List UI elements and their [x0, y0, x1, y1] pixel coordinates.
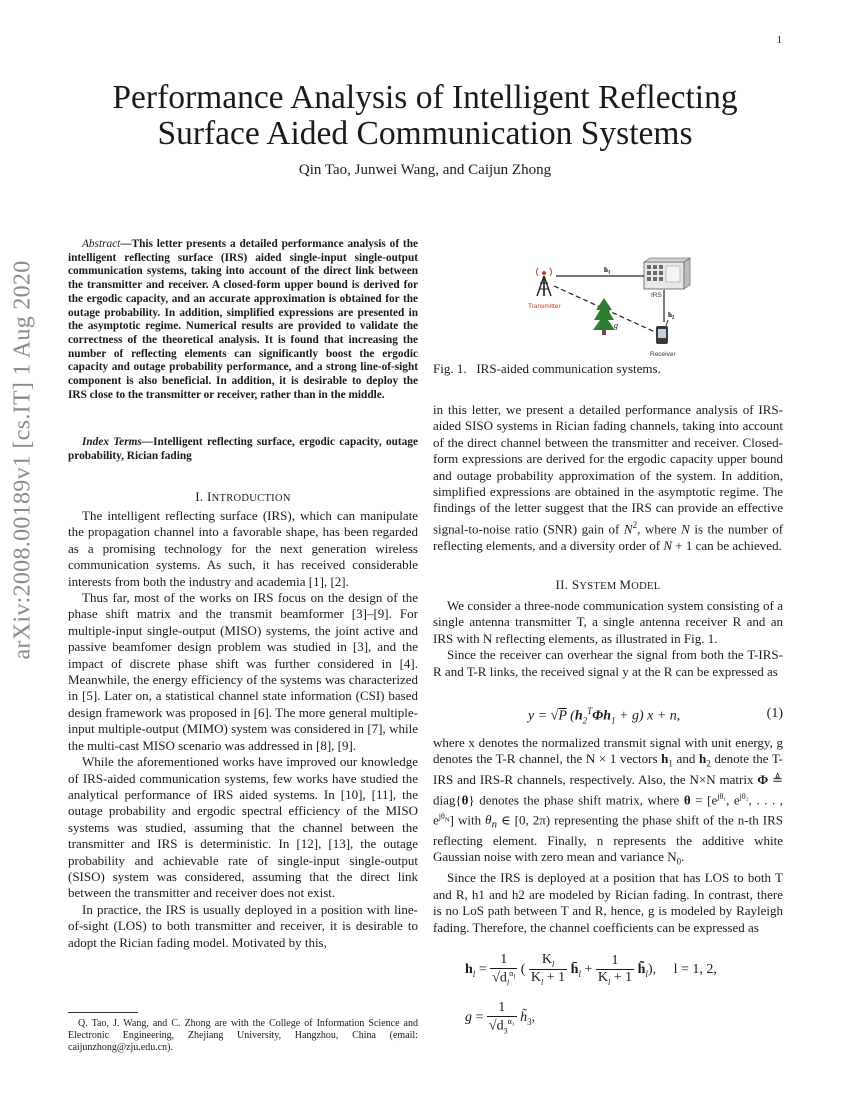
section-numeral: II. [555, 577, 572, 592]
receiver-label: Receiver [650, 351, 676, 358]
irs-label: IRS [651, 292, 662, 299]
intro-continuation-text: is the number of reflecting elements, and a diversity order of [433, 521, 784, 553]
page-number: 1 [776, 34, 782, 46]
section-heading-introduction [68, 489, 418, 507]
irs-building-icon [644, 258, 690, 289]
section-smallcaps: ODEL [631, 581, 661, 592]
footnote: Q. Tao, J. Wang, and C. Zhong are with the College of Information Science and Electronic Engineering, Zhejiang University, Hangzhou, China (email: caijunzhong@zju.edu.cn). [68, 1018, 418, 1053]
section-cap: M [619, 577, 632, 592]
index-terms [68, 436, 418, 463]
abstract-text: —This letter presents a detailed performance analysis of the intelligent reflecting surface (IRS) aided single-input single-output communication systems, taking into account of the direct link between the transmitter and receiver. A closed-form upper bound is derived for the ergodic capacity, and an accurate approximation is obtained for the outage probability. In addition, simplified expressions are presented in the asymptotic regime. Numerical results are provided to validate the correctness of the theoretical analysis. It is found that increasing the number of reflecting elements can significantly boost the ergodic capacity and outage probability performance, and a strong line-of-sight component is also beneficial. In addition, it is desirable to deploy the IRS close to the transmitter or receiver, rather than in the middle. [68, 238, 418, 401]
equation-1 [433, 704, 783, 732]
intro-paragraph: Thus far, most of the works on IRS focus on the design of the phase shift matrix and the transmit beamformer [3]–[9]. For multiple-input single-output (MISO) systems, the joint active and passive beamfomer design problem was studied in [3], and the impact of discrete phase shift was further considered in [4]. Meanwhile, the energy efficiency of the systems was characterized in [5]. Later on, a statistical channel state information (CSI) based design framework was proposed in [6]. The more general multiple-input multiple-output (MIMO) system was considered in [7], while the multi-cast MISO scenario was addressed in [8], [9]. [68, 590, 418, 753]
sysmodel-paragraph: Since the IRS is deployed at a position that has LOS to both T and R, h1 and h2 are modeled by Rician fading. In contrast, there is no LoS path between T and R, hence, g is modeled by Rayleigh fading. Therefore, the channel coefficients can be expressed as [433, 870, 783, 935]
arxiv-stamp [4, 260, 42, 660]
sysmodel-paragraph: Since the receiver can overhear the signal from both the T-IRS-R and T-R links, the received signal y at the R can be expressed as [433, 647, 783, 679]
intro-paragraph: In practice, the IRS is usually deployed in a position with line-of-sight (LOS) to both transmitter and receiver, it is desirable to adopt the Rician fading model. Motivated by this, [68, 901, 418, 950]
section-numeral: I. [195, 489, 207, 504]
sysmodel-paragraph: We consider a three-node communication system consisting of a single antenna transmitter T, a single antenna receiver R and an IRS with N reflecting elements, as illustrated in Fig. 1. [433, 598, 783, 646]
figure-caption [433, 361, 783, 377]
sysmodel-text: with [458, 811, 482, 827]
intro-continuation-text: , where [637, 521, 677, 537]
h1-label: $h_1$ [604, 266, 611, 276]
transmitter-antenna-icon [537, 268, 552, 296]
caption-label: Fig. 1. [433, 361, 467, 376]
equation-1-body: y = √P $(h_2^T\Phi h_1 + g) x + n$, [528, 706, 681, 726]
system-figure [520, 256, 730, 364]
abstract [68, 238, 418, 402]
caption-text: IRS-aided communication systems. [476, 361, 661, 376]
sysmodel-text: representing the phase shift of the n-th IRS reflecting element. Finally, n represents the additive white Gaussian noise with zero mean and variance N [433, 811, 783, 865]
index-terms-label: Index Terms [82, 436, 142, 448]
equation-2-line-1: $h_l$ = $\frac{1}{√d_l^{\alpha_l}}$ ( $\frac{K_l}{K_l + 1}$ $h̄_l$ + $\frac{1}{K_l + 1}$ $h̃_l$), l = 1, 2, [465, 952, 717, 988]
receiver-phone-icon [656, 320, 668, 344]
equation-1-number: (1) [766, 706, 783, 721]
intro-body [68, 508, 418, 951]
h2-label: $h_2$ [668, 311, 675, 321]
arxiv-stamp-text: arXiv:2008.00189v1 [cs.IT] 1 Aug 2020 [9, 260, 36, 660]
sysmodel-text: denotes the phase shift matrix, where [479, 792, 680, 808]
sysmodel-text: where x denotes the normalized transmit signal with unit energy, g denotes the T-R channel, the N × 1 vectors [433, 735, 783, 767]
index-terms-text: —Intelligent reflecting surface, ergodic capacity, outage probability, Rician fading [68, 436, 418, 462]
equation-2-line-2: g = $\frac{1}{√d_3^{\alpha_3}}$ $h̃_3$, [465, 1000, 536, 1036]
transmitter-label: Transmitter [528, 303, 561, 310]
intro-continuation-text: can be achieved. [695, 537, 782, 553]
equation-2 [433, 948, 783, 1043]
sysmodel-text: and [676, 751, 696, 767]
intro-continuation-text: in this letter, we present a detailed performance analysis of IRS-aided SISO systems in Rician fading channels, taking into account of the direct channel between the transmitter and receiver. Closed-form expressions are derived for the ergodic capacity upper bound and outage probability approximation of the system. In addition, simplified expressions are obtained in the asymptotic regime. The findings of the letter suggest that the IRS can provide an effective signal-to-noise ratio (SNR) gain of [433, 402, 783, 537]
intro-paragraph: While the aforementioned works have improved our knowledge of IRS-aided communication systems, few works have studied the analytical performance of IRS aided systems. In [10], [11], the outage probability and ergodic spectral efficiency of the MISO systems was studied, assuming that the channel between the transmitter and IRS is deterministic. In [12], [13], the outage probability and achievable rate of single-input single-output (SISO) system was considered, assuming that the direct link between the transmitter and receiver does not exist. [68, 754, 418, 901]
section-smallcaps: NTRODUCTION [211, 493, 291, 504]
author-list: Qin Tao, Junwei Wang, and Caijun Zhong [298, 162, 552, 178]
section-cap: I [206, 489, 212, 504]
sysmodel-text: denote the T-IRS and IRS-R channels, respectively. Also, the N×N matrix [433, 751, 783, 788]
equation-2-range: l = 1, 2, [673, 961, 717, 977]
system-diagram [520, 256, 730, 364]
system-model-body-2 [433, 735, 783, 936]
system-model-body [433, 598, 783, 680]
section-heading-system-model [433, 577, 783, 595]
intro-paragraph: The intelligent reflecting surface (IRS), which can manipulate the propagation channel into a favorable shape, has been regarded as a promising technology for the next generation wireless communication systems. As such, it has received considerable interests from both the industry and academia [1], [2]. [68, 508, 418, 589]
tree-icon [593, 298, 615, 335]
abstract-label: Abstract [82, 238, 121, 250]
intro-continuation: in this letter, we present a detailed performance analysis of IRS-aided SISO systems in Rician fading channels, taking into account of the direct channel between the transmitter and receiver. Closed-form expressions are derived for the ergodic capacity upper bound and outage probability approximation of the system. In addition, simplified expressions are obtained in the asymptotic regime. The findings of the letter suggest that the IRS can provide an effective signal-to-noise ratio (SNR) gain of $N^2$, where N is the number of reflecting elements, and a diversity order of N + 1 can be achieved. [433, 402, 784, 553]
section-smallcaps: YSTEM [579, 581, 620, 592]
footnote-rule [68, 1012, 138, 1013]
paper-title: Performance Analysis of Intelligent Reflecting Surface Aided Communication Systems [112, 79, 738, 152]
sysmodel-paragraph: where x denotes the normalized transmit signal with unit energy, g denotes the T-R channel, the N × 1 vectors $h_1$ and $h_2$ denote the T-IRS and IRS-R channels, respectively. Also, the N×N matrix Φ ≜ diag{θ} denotes the phase shift matrix, where $\theta = [e^{j\theta_1}$, $e^{j\theta_2}$, . . . , $e^{j\theta_N}$] with $\theta_n$ ∈ [0, 2π) representing the phase shift of the n-th IRS reflecting element. Finally, n represents the additive white Gaussian noise with zero mean and variance $N_0$. [433, 735, 784, 867]
section-cap: S [571, 577, 580, 592]
g-label: g [614, 321, 618, 330]
